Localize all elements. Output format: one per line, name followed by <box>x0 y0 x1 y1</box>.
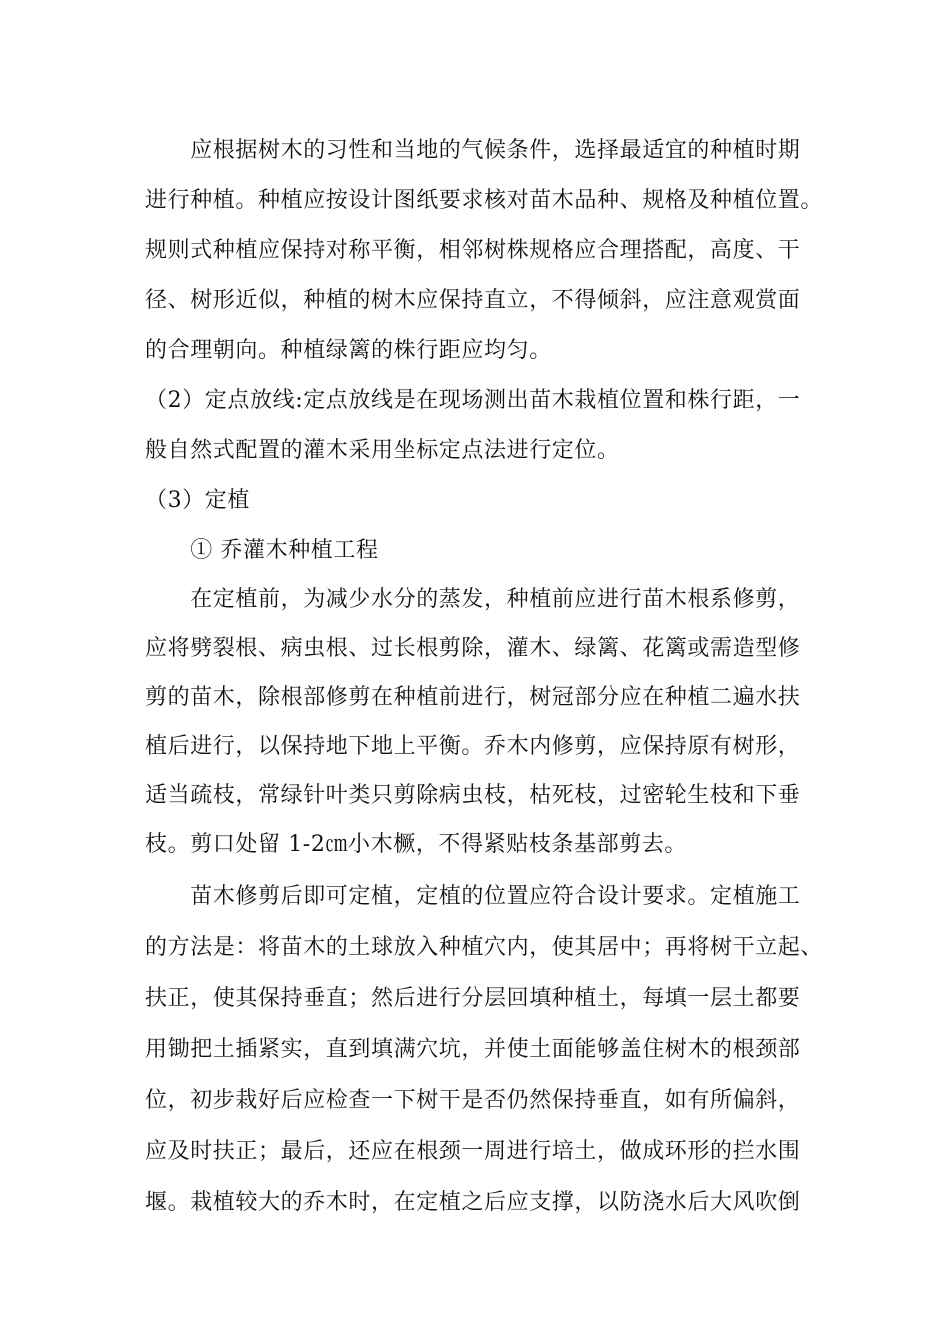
paragraph-line: 应将劈裂根、病虫根、过长根剪除，灌木、绿篱、花篱或需造型修 <box>145 636 801 661</box>
subsection-heading: ① 乔灌木种植工程 <box>145 538 379 563</box>
paragraph-line: 般自然式配置的灌木采用坐标定点法进行定位。 <box>145 438 620 463</box>
paragraph-line: 应根据树木的习性和当地的气候条件，选择最适宜的种植时期 <box>145 138 801 163</box>
section-heading-line: （2）定点放线:定点放线是在现场测出苗木栽植位置和株行距，一 <box>145 388 801 413</box>
paragraph-line: 进行种植。种植应按设计图纸要求核对苗木品种、规格及种植位置。 <box>145 188 824 213</box>
paragraph-line: 植后进行，以保持地下地上平衡。乔木内修剪，应保持原有树形， <box>145 734 801 759</box>
paragraph-line: 堰。栽植较大的乔木时，在定植之后应支撑，以防浇水后大风吹倒 <box>145 1190 801 1215</box>
paragraph-line: 苗木修剪后即可定植，定植的位置应符合设计要求。定植施工 <box>145 884 801 909</box>
paragraph-line: 规则式种植应保持对称平衡，相邻树株规格应合理搭配，高度、干 <box>145 238 801 263</box>
paragraph-line: 径、树形近似，种植的树木应保持直立，不得倾斜，应注意观赏面 <box>145 288 801 313</box>
paragraph-line: 的合理朝向。种植绿篱的株行距应均匀。 <box>145 338 552 363</box>
paragraph-line: 的方法是：将苗木的土球放入种植穴内，使其居中；再将树干立起、 <box>145 935 824 960</box>
paragraph-line: 用锄把土插紧实，直到填满穴坑，并使土面能够盖住树木的根颈部 <box>145 1037 801 1062</box>
paragraph-line: 应及时扶正；最后，还应在根颈一周进行培土，做成环形的拦水围 <box>145 1139 801 1164</box>
paragraph-line: 枝。剪口处留 1-2㎝小木橛，不得紧贴枝条基部剪去。 <box>145 832 688 857</box>
paragraph-line: 剪的苗木，除根部修剪在种植前进行，树冠部分应在种植二遍水扶 <box>145 685 801 710</box>
paragraph-line: 在定植前，为减少水分的蒸发，种植前应进行苗木根系修剪， <box>145 587 801 612</box>
paragraph-line: 适当疏枝，常绿针叶类只剪除病虫枝，枯死枝，过密轮生枝和下垂 <box>145 783 801 808</box>
paragraph-line: 位，初步栽好后应检查一下树干是否仍然保持垂直，如有所偏斜， <box>145 1088 801 1113</box>
paragraph-line: 扶正，使其保持垂直；然后进行分层回填种植土，每填一层土都要 <box>145 986 801 1011</box>
section-heading: （3）定植 <box>145 488 250 513</box>
